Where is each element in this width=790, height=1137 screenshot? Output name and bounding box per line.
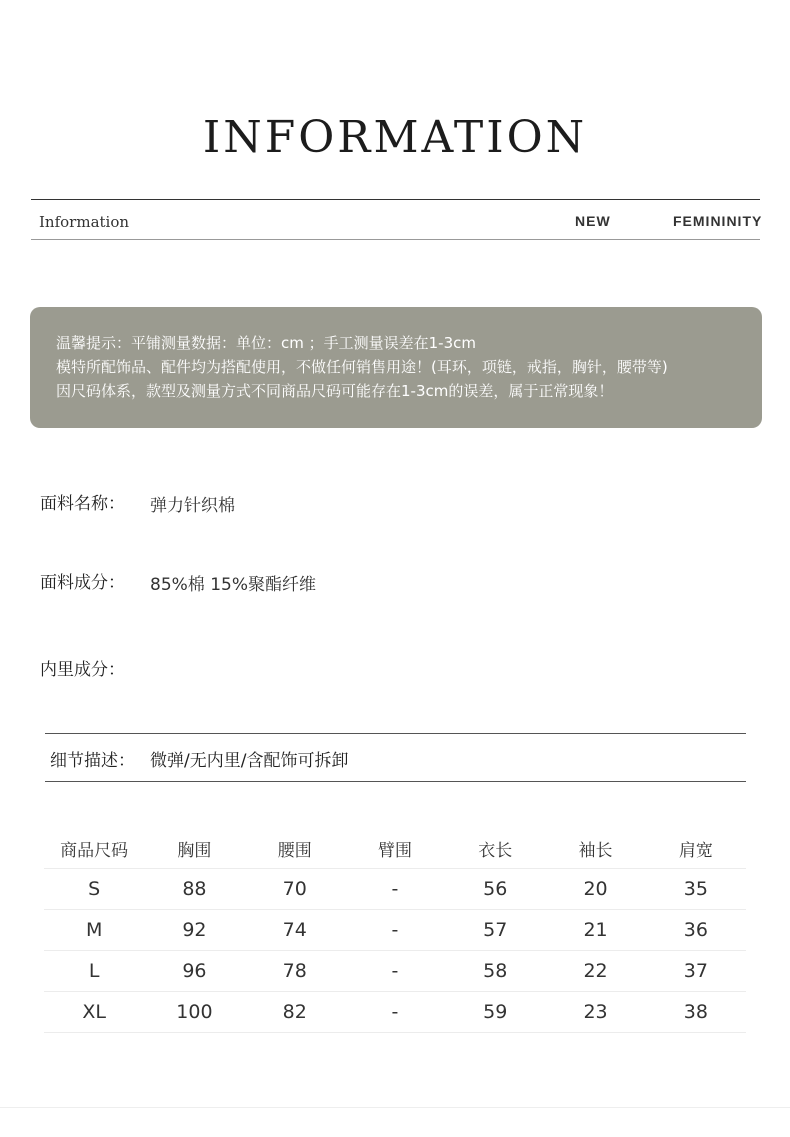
table-cell: L bbox=[44, 951, 144, 992]
subheader-information: Information bbox=[39, 213, 130, 231]
header-arm: 臂围 bbox=[377, 840, 412, 861]
notice-line-1: 温馨提示：平铺测量数据：单位：cm ；手工测量误差在1-3cm bbox=[56, 334, 476, 352]
header-top-divider bbox=[31, 199, 760, 200]
table-cell: M bbox=[44, 910, 144, 951]
header-size: 商品尺码 bbox=[60, 840, 129, 861]
table-cell: 74 bbox=[245, 910, 345, 951]
table-cell: 21 bbox=[545, 910, 645, 951]
detail-description-label: 细节描述： bbox=[50, 751, 135, 771]
notice-line-2: 模特所配饰品、配件均为搭配使用，不做任何销售用途！(耳环，项链，戒指，胸针，腰带等) bbox=[56, 358, 668, 376]
table-cell: 23 bbox=[545, 992, 645, 1033]
subheader-femininity: FEMININITY bbox=[673, 213, 763, 229]
header-bust: 胸围 bbox=[177, 840, 212, 861]
table-cell: - bbox=[345, 910, 445, 951]
table-cell: 88 bbox=[144, 869, 244, 910]
header-shoulder: 肩宽 bbox=[678, 840, 713, 861]
header-sleeve: 袖长 bbox=[578, 840, 613, 861]
detail-top-divider bbox=[45, 733, 746, 734]
table-cell: 82 bbox=[245, 992, 345, 1033]
table-cell: 92 bbox=[144, 910, 244, 951]
notice-line-3: 因尺码体系，款型及测量方式不同商品尺码可能存在1-3cm的误差，属于正常现象！ bbox=[56, 382, 614, 400]
header-bottom-divider bbox=[31, 239, 760, 240]
table-cell: 36 bbox=[646, 910, 746, 951]
table-cell: - bbox=[345, 992, 445, 1033]
table-cell: S bbox=[44, 869, 144, 910]
table-cell: XL bbox=[44, 992, 144, 1033]
table-row bbox=[44, 910, 746, 951]
fabric-composition-label: 面料成分： bbox=[40, 573, 125, 593]
detail-bottom-divider bbox=[45, 781, 746, 782]
table-cell: - bbox=[345, 869, 445, 910]
table-cell: 100 bbox=[144, 992, 244, 1033]
measurement-notice bbox=[30, 307, 762, 428]
page-title: INFORMATION bbox=[202, 112, 588, 163]
fabric-name-label: 面料名称： bbox=[40, 494, 125, 514]
table-row bbox=[44, 992, 746, 1033]
header-waist: 腰围 bbox=[277, 840, 312, 861]
table-cell: - bbox=[345, 951, 445, 992]
table-cell: 38 bbox=[646, 992, 746, 1033]
table-cell: 70 bbox=[245, 869, 345, 910]
table-cell: 37 bbox=[646, 951, 746, 992]
table-cell: 57 bbox=[445, 910, 545, 951]
table-cell: 58 bbox=[445, 951, 545, 992]
fabric-name-value: 弹力针织棉 bbox=[150, 496, 235, 516]
detail-description-value: 微弹/无内里/含配饰可拆卸 bbox=[150, 751, 349, 771]
size-chart-header-row bbox=[44, 828, 746, 869]
table-cell: 22 bbox=[545, 951, 645, 992]
table-cell: 78 bbox=[245, 951, 345, 992]
size-chart-table bbox=[44, 828, 746, 1033]
subheader-new: NEW bbox=[575, 213, 611, 229]
table-cell: 56 bbox=[445, 869, 545, 910]
table-cell: 20 bbox=[545, 869, 645, 910]
page-bottom-divider bbox=[0, 1107, 790, 1108]
table-row bbox=[44, 951, 746, 992]
table-row bbox=[44, 869, 746, 910]
header-length: 衣长 bbox=[478, 840, 513, 861]
table-cell: 35 bbox=[646, 869, 746, 910]
lining-composition-label: 内里成分： bbox=[40, 660, 125, 680]
fabric-composition-value: 85%棉 15%聚酯纤维 bbox=[150, 575, 316, 595]
table-cell: 96 bbox=[144, 951, 244, 992]
table-cell: 59 bbox=[445, 992, 545, 1033]
